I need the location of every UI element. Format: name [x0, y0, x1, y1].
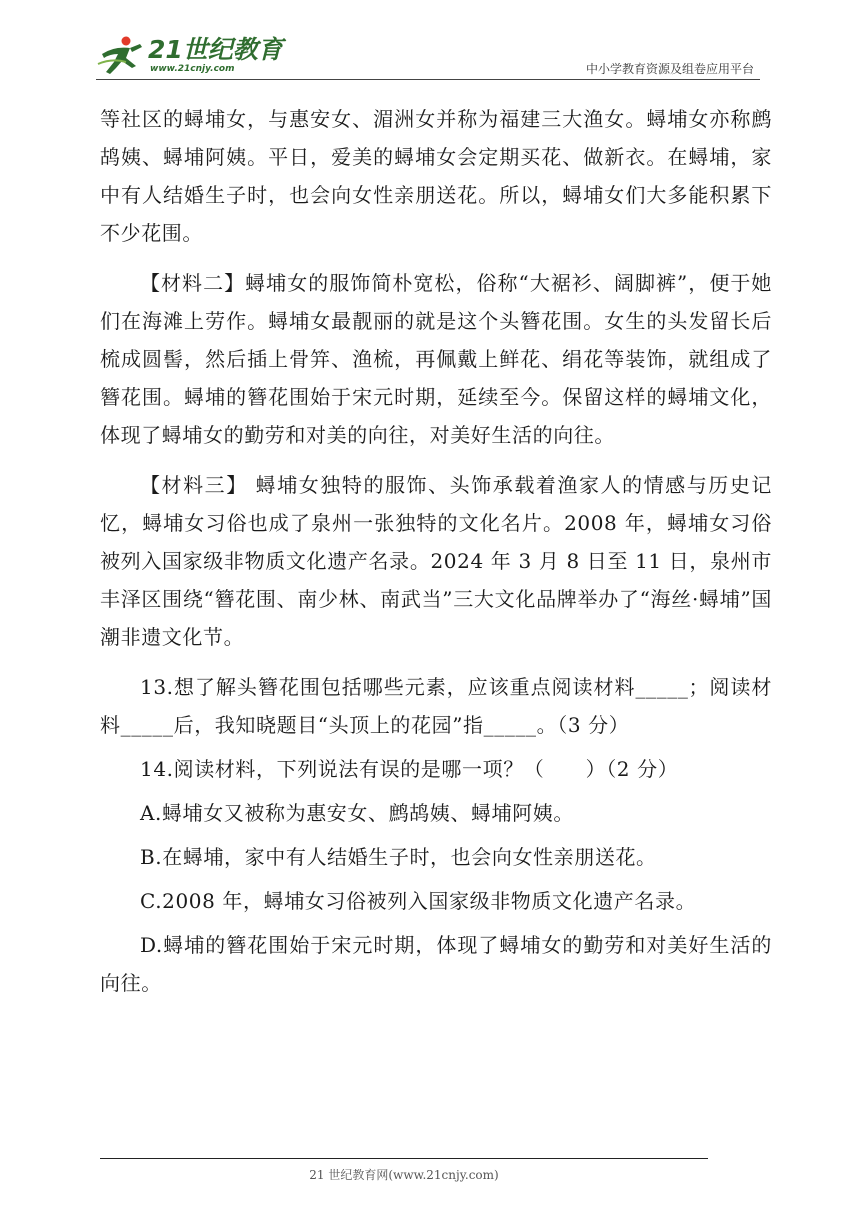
logo-text: 21世纪教育: [148, 35, 283, 64]
paragraph-material-two: 【材料二】蟳埔女的服饰简朴宽松，俗称“大裾衫、阔脚裤”，便于她们在海滩上劳作。蟳埔女最靓丽的就是这个头簪花围。女生的头发留长后梳成圆髻，然后插上骨笄、渔梳，再佩戴上鲜花、绢花等装饰，就组成了簪花围。蟳埔的簪花围始于宋元时期，延续至今。保留这样的蟳埔文化，体现了蟳埔女的勤劳和对美的向往，对美好生活的向往。: [100, 271, 772, 447]
logo: [96, 32, 283, 78]
document-body: [100, 100, 772, 1002]
footer-text: 21 世纪教育网(www.21cnjy.com): [309, 1168, 499, 1182]
platform-title: 中小学教育资源及组卷应用平台: [585, 62, 754, 76]
option-a: A.蟳埔女又被称为惠安女、鹧鸪姨、蟳埔阿姨。: [140, 801, 575, 825]
question-13: 13.想了解头簪花围包括哪些元素，应该重点阅读材料_____；阅读材料_____后，我知晓题目“头顶上的花园”指_____。（3 分）: [100, 675, 772, 737]
paragraph-material-one-end: 等社区的蟳埔女，与惠安女、湄洲女并称为福建三大渔女。蟳埔女亦称鹧鸪姨、蟳埔阿姨。平日，爱美的蟳埔女会定期买花、做新衣。在蟳埔，家中有人结婚生子时，也会向女性亲朋送花。所以，蟳埔女们大多能积累下不少花围。: [100, 107, 772, 245]
footer-divider: [100, 1158, 708, 1159]
question-14: 14.阅读材料，下列说法有误的是哪一项？（ ）（2 分）: [140, 757, 679, 781]
option-c: C.2008 年，蟳埔女习俗被列入国家级非物质文化遗产名录。: [140, 889, 697, 913]
option-d: D.蟳埔的簪花围始于宋元时期，体现了蟳埔女的勤劳和对美好生活的向往。: [100, 933, 772, 995]
paragraph-material-three: 【材料三】 蟳埔女独特的服饰、头饰承载着渔家人的情感与历史记忆，蟳埔女习俗也成了泉州一张独特的文化名片。2008 年，蟳埔女习俗被列入国家级非物质文化遗产名录。2024 年 3 月 8 日至 11 日，泉州市丰泽区围绕“簪花围、南少林、南武当”三大文化品牌举办了“海丝·蟳埔”国潮非遗文化节。: [100, 473, 772, 649]
runner-icon: [96, 34, 148, 76]
page-header: [96, 32, 760, 82]
option-b: B.在蟳埔，家中有人结婚生子时，也会向女性亲朋送花。: [140, 845, 657, 869]
logo-url: www.21cnjy.com: [150, 64, 235, 74]
header-divider: [96, 79, 760, 80]
